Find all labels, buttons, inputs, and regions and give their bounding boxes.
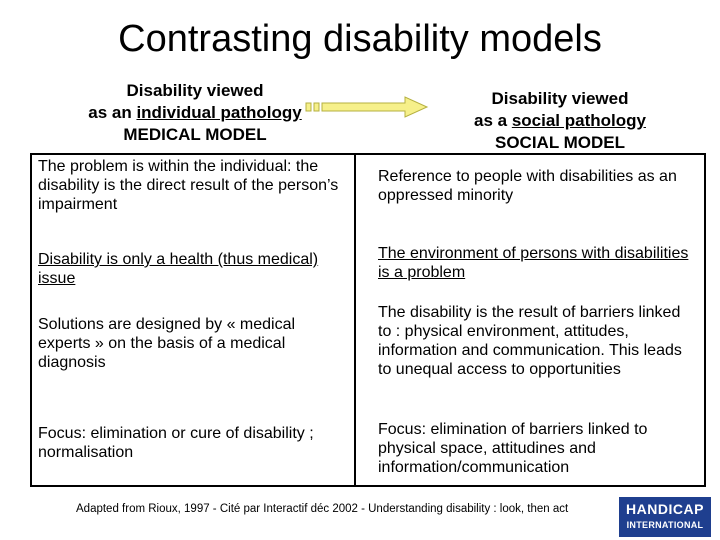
social-row-2: The environment of persons with disabilities is a problem [378, 245, 689, 281]
medical-model-heading [60, 80, 330, 146]
heading-line-1: Disability viewed [126, 81, 264, 100]
source-footnote: Adapted from Rioux, 1997 - Cité par Interactif déc 2002 - Understanding disability : look, then act [76, 503, 569, 515]
heading-line-3: MEDICAL MODEL [123, 125, 267, 144]
social-row-3: The disability is the result of barriers linked to : physical environment, attitudes, information and communication. This leads to unequal access to opportunities [378, 304, 682, 378]
heading-line-3: SOCIAL MODEL [494, 133, 626, 152]
heading-line-2 [420, 110, 700, 132]
logo-line-2: INTERNATIONAL [626, 520, 704, 530]
heading-line-2 [60, 102, 330, 124]
heading-underlined: social pathology [511, 111, 646, 130]
social-row-4: Focus: elimination of barriers linked to physical space, attitudines and information/communication [378, 421, 648, 476]
medical-row-4: Focus: elimination or cure of disability ; normalisation [38, 425, 314, 461]
medical-row-2: Disability is only a health (thus medical) issue [38, 251, 319, 287]
social-row-1: Reference to people with disabilities as an oppressed minority [378, 168, 677, 204]
handicap-international-logo [619, 497, 711, 537]
medical-row-1: The problem is within the individual: the disability is the direct result of the person’s impairment [38, 158, 339, 213]
social-model-heading [420, 88, 700, 154]
slide-title: Contrasting disability models [118, 18, 602, 60]
right-arrow-icon [305, 96, 430, 118]
heading-prefix: as a [474, 111, 512, 130]
heading-underlined: individual pathology [136, 103, 302, 122]
medical-row-3: Solutions are designed by « medical experts » on the basis of a medical diagnosis [38, 316, 296, 371]
heading-line-1: Disability viewed [491, 89, 629, 108]
column-divider [354, 153, 356, 487]
heading-prefix: as an [88, 103, 137, 122]
logo-line-1: HANDICAP [626, 501, 704, 517]
